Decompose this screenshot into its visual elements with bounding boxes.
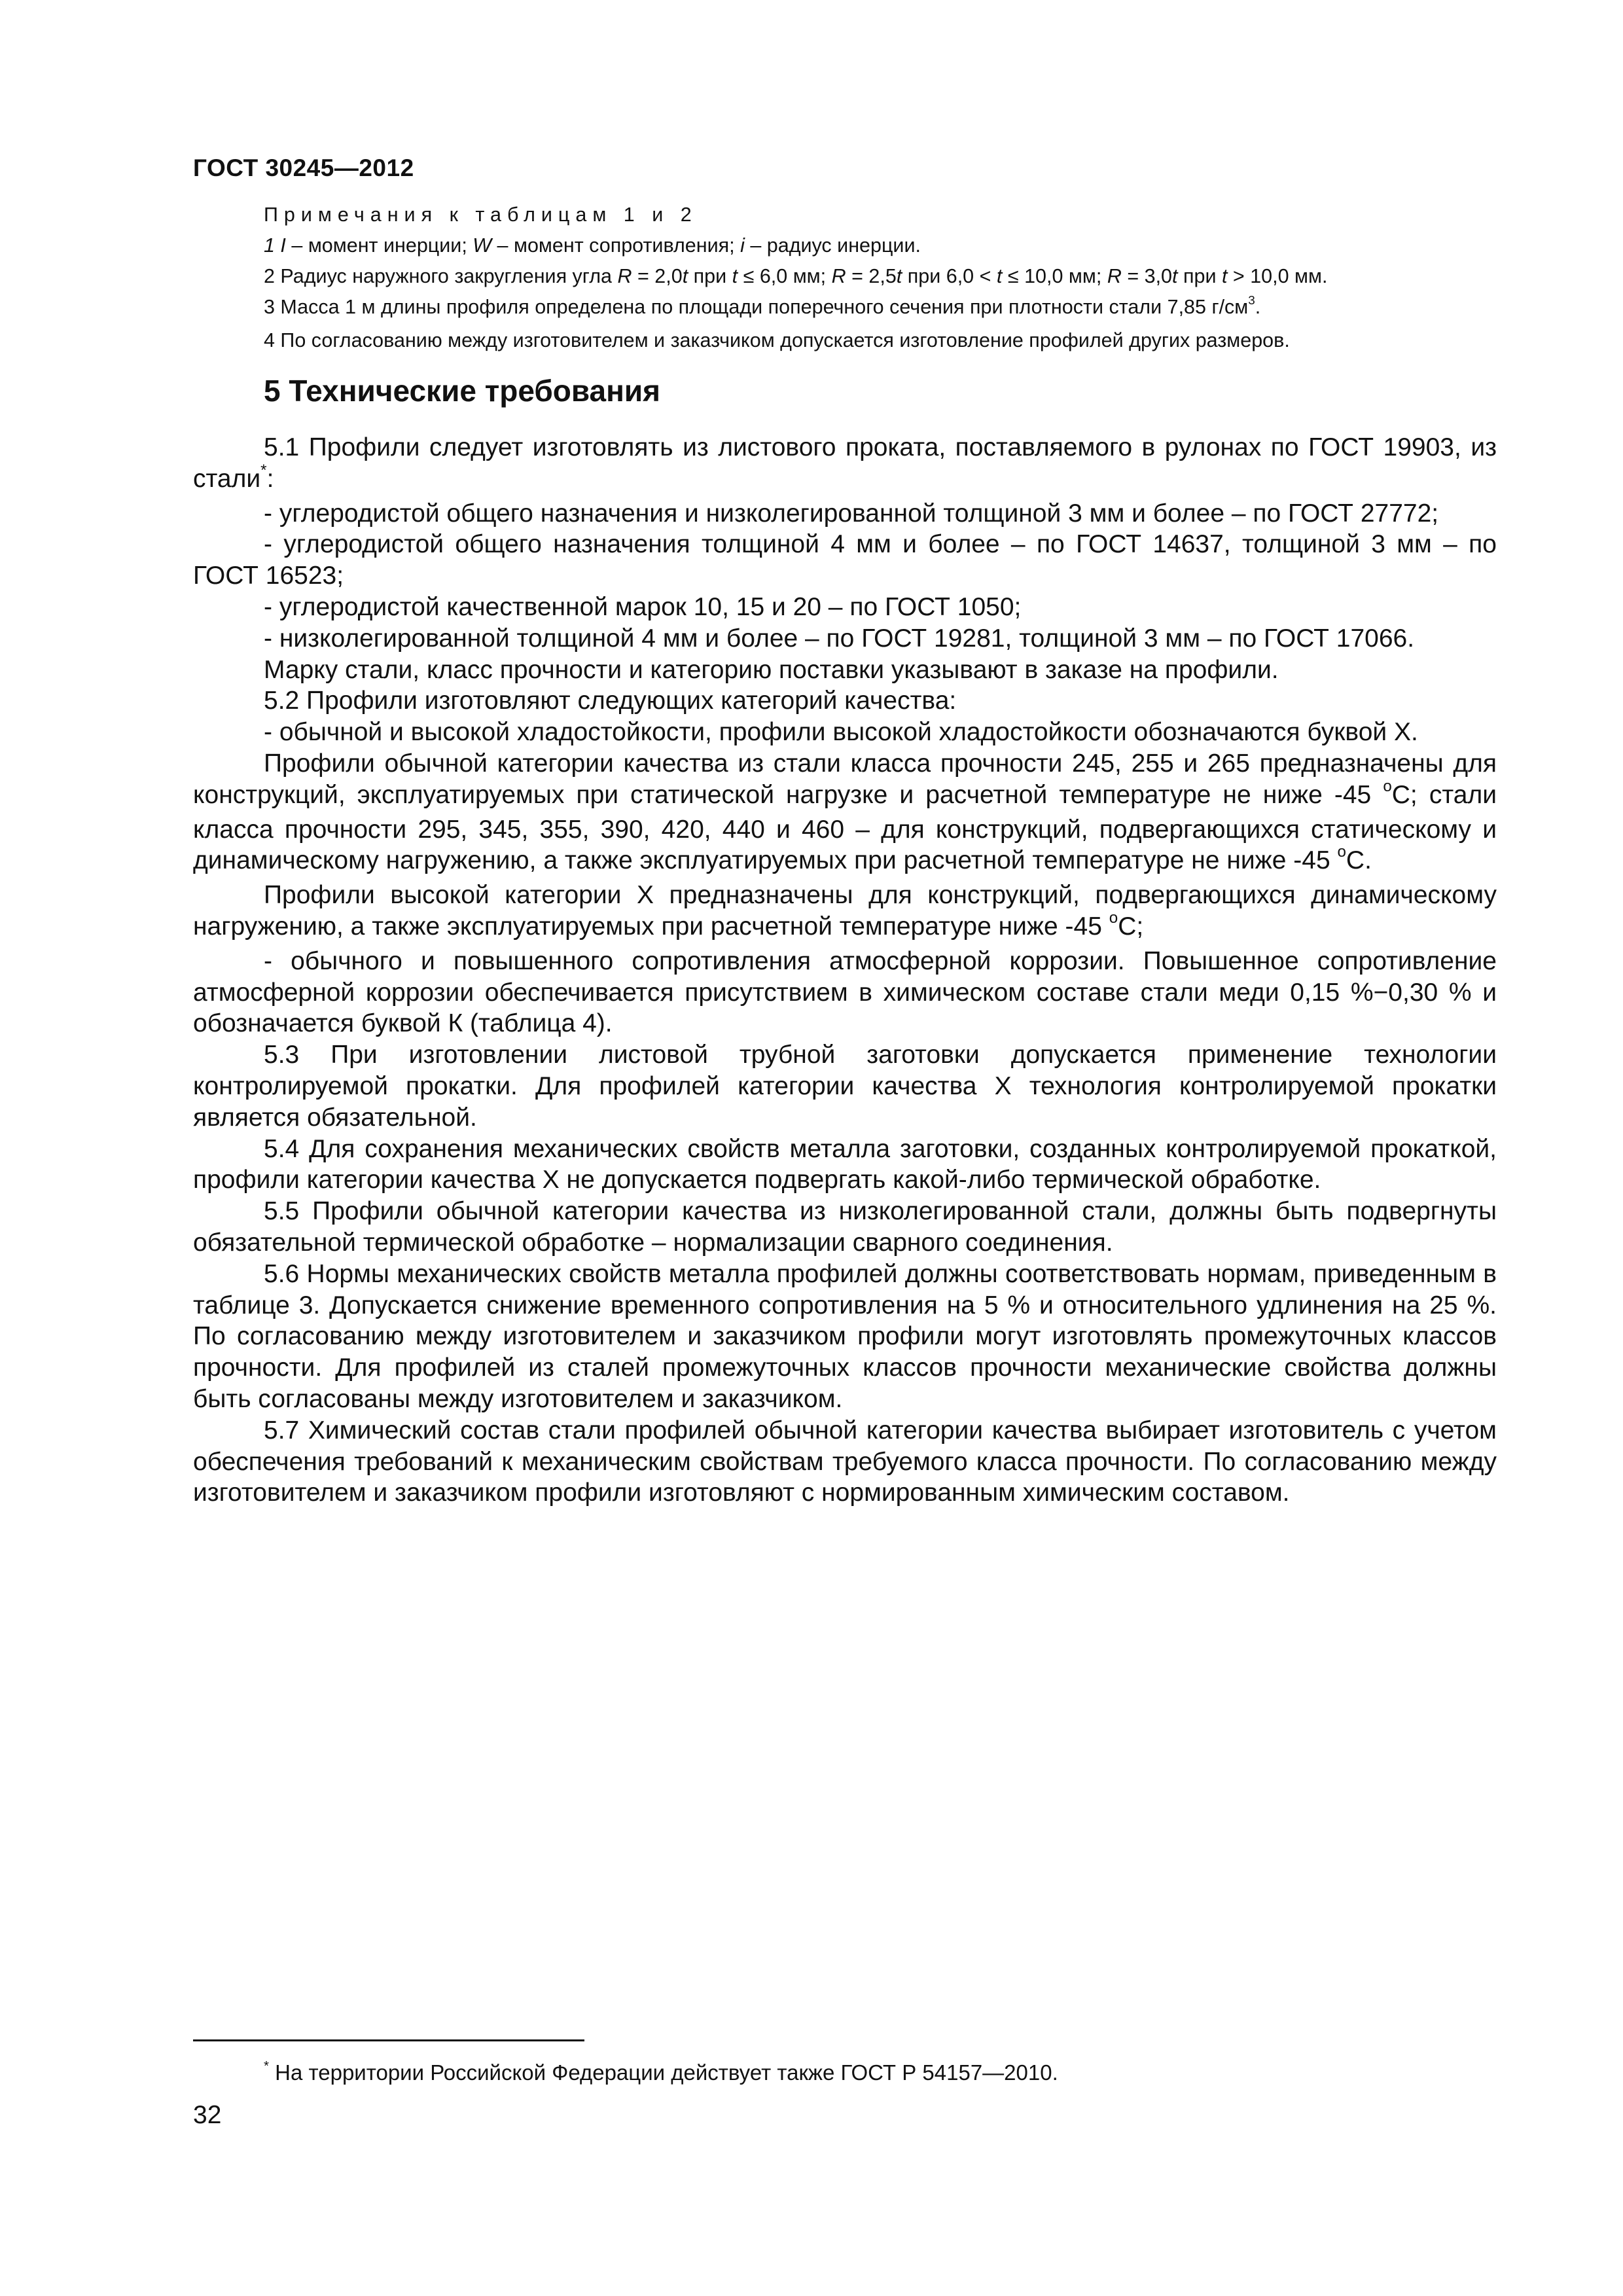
paragraph-5-1: 5.1 Профили следует изготовлять из листового проката, поставляемого в рулонах по ГОСТ 19903, из стали*: — [193, 433, 1497, 493]
paragraph-5-4: 5.4 Для сохранения механических свойств металла заготовки, созданных контролируемой прокаткой, профили категории качества Х не допускается подвергать какой-либо термической обработке. — [193, 1134, 1497, 1194]
paragraph: Марку стали, класс прочности и категорию поставки указывают в заказе на профили. — [264, 655, 1279, 684]
paragraph: Профили высокой категории Х предназначены для конструкций, подвергающихся динамическому нагружению, а также эксплуатируемых при расчетной температуре ниже -45 $^o$С; — [193, 881, 1497, 941]
note-line: 2 Радиус наружного закругления угла R = 2,0t при t ≤ 6,0 мм; R = 2,5t при 6,0 < t ≤ 10,0 мм; R = 3,0t при t > 10,0 мм. — [264, 265, 1328, 287]
note-line: 4 По согласованию между изготовителем и заказчиком допускается изготовление профилей других размеров. — [264, 329, 1290, 351]
list-item: - углеродистой общего назначения и низколегированной толщиной 3 мм и более – по ГОСТ 27772; — [264, 499, 1439, 528]
section-title: 5 Технические требования — [264, 374, 660, 408]
list-item: - обычного и повышенного сопротивления атмосферной коррозии. Повышенное сопротивление атмосферной коррозии обеспечивается присутствием в химическом составе стали меди 0,15 %−0,30 % и обозначается буквой К (таблица 4). — [193, 946, 1497, 1038]
notes-title: Примечания к таблицам 1 и 2 — [264, 204, 698, 226]
page-number: 32 — [193, 2101, 222, 2129]
note-line: 1 I – момент инерции; W – момент сопротивления; i – радиус инерции. — [264, 234, 921, 257]
list-item: - углеродистой качественной марок 10, 15 и 20 – по ГОСТ 1050; — [264, 592, 1022, 621]
paragraph-5-3: 5.3 При изготовлении листовой трубной заготовки допускается применение технологии контролируемой прокатки. Для профилей категории качества Х технология контролируемой прокатки является обязательной. — [193, 1041, 1497, 1132]
footnote: * На территории Российской Федерации действует также ГОСТ Р 54157—2010. — [264, 2058, 1058, 2085]
section-body — [193, 432, 1497, 1509]
note-line: 3 Масса 1 м длины профиля определена по площади поперечного сечения при плотности стали 7,85 $г/см^3$. — [264, 293, 1261, 318]
list-item: - углеродистой общего назначения толщиной 4 мм и более – по ГОСТ 14637, толщиной 3 мм – по ГОСТ 16523; — [193, 530, 1497, 590]
list-item: - обычной и высокой хладостойкости, профили высокой хладостойкости обозначаются буквой Х. — [264, 718, 1418, 747]
paragraph: Профили обычной категории качества из стали класса прочности 245, 255 и 265 предназначены для конструкций, эксплуатируемых при статической нагрузке и расчетной температуре не ниже -45 $^o$С; стали класса прочности 295, 345, 355, 390, 420, 440 и 460 – для конструкций, подвергающихся статическому и динамическому нагружению, а также эксплуатируемых при расчетной температуре не ниже -45 $^o$С. — [193, 749, 1497, 875]
list-item: - низколегированной толщиной 4 мм и более – по ГОСТ 19281, толщиной 3 мм – по ГОСТ 17066. — [264, 624, 1415, 653]
footnote-separator — [193, 2039, 584, 2041]
paragraph-5-2: 5.2 Профили изготовляют следующих категорий качества: — [264, 687, 957, 715]
paragraph-5-7: 5.7 Химический состав стали профилей обычной категории качества выбирает изготовитель с учетом обеспечения требований к механическим свойствам требуемого класса прочности. По согласованию между изготовителем и заказчиком профили изготовляют с нормированным химическим составом. — [193, 1416, 1497, 1507]
paragraph-5-6: 5.6 Нормы механических свойств металла профилей должны соответствовать нормам, приведенным в таблице 3. Допускается снижение временного сопротивления на 5 % и относительного удлинения на 25 %. По согласованию между изготовителем и заказчиком профили могут изготовлять промежуточных классов прочности. Для профилей из сталей промежуточных классов прочности механические свойства должны быть согласованы между изготовителем и заказчиком. — [193, 1259, 1497, 1413]
document-header: ГОСТ 30245—2012 — [193, 154, 414, 181]
table-notes — [264, 200, 1494, 356]
paragraph-5-5: 5.5 Профили обычной категории качества из низколегированной стали, должны быть подвергнуты обязательной термической обработке – нормализации сварного соединения. — [193, 1197, 1497, 1257]
